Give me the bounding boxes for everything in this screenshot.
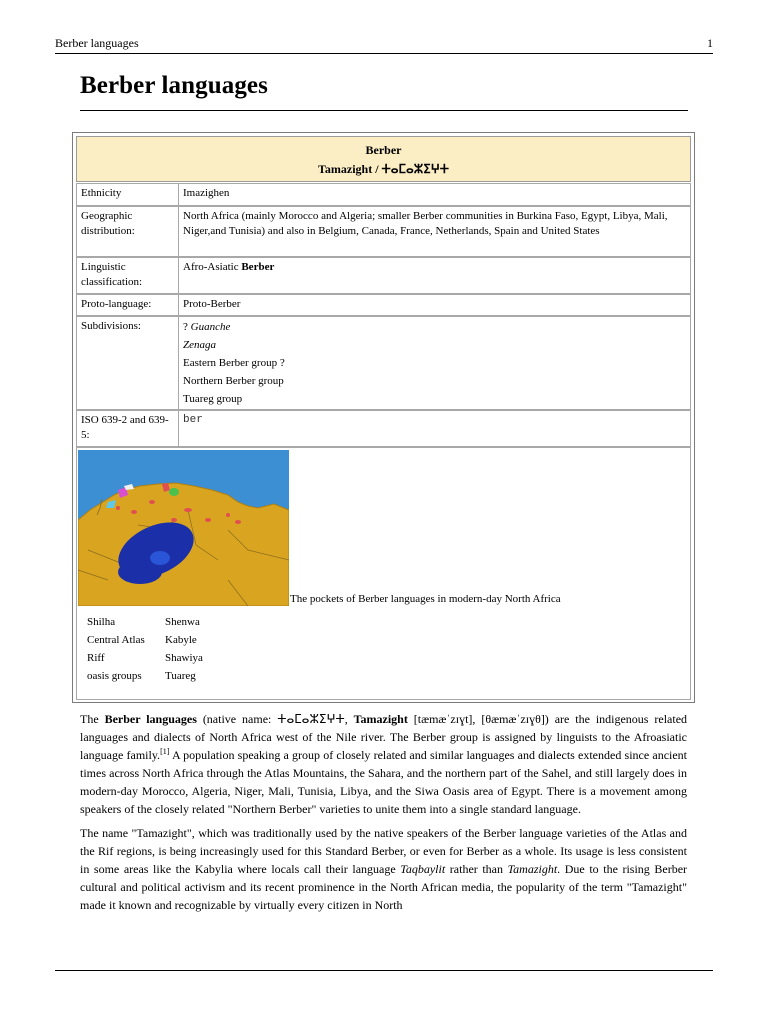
- row-label: Ethnicity: [77, 184, 179, 205]
- paragraph: The name "Tamazight", which was traditionally used by the native speakers of the Berber language varieties of the Atlas and the Rif regions, is being increasingly used for this Standard Berber, or even for Berber as a whole. Its usage is less consistent in some areas like the Kabylia where locals call their language Taqbaylit rather than Tamazight. Due to the rising Berber cultural and political activism and its recent prominence in the North African media, the popularity of the term "Tamazight" made it known and recognizable by virtually every citizen in North: [80, 826, 688, 912]
- running-head-title: Berber languages: [55, 36, 139, 50]
- classification-family: Afro-Asiatic: [183, 261, 239, 273]
- infobox-row-subdivisions: [76, 316, 691, 410]
- paragraph: The Berber languages (native name: ⵜⴰⵎⴰⵣⵉⵖⵜ, Tamazight [tæmæˈzɪɣt], [θæmæˈzɪɣθ]) are the indigenous related languages and dialects of North Africa west of the Nile river. The Berber group is assigned by linguists to the Afroasiatic language family.[1] A population speaking a group of closely related and similar languages and dialects extended since ancient times across North Africa through the Atlas Mountains, the Sahara, and the northern part of the Sahel, and still largely does in modern-day Morocco, Algeria, Niger, Mali, Tunisia, Libya, and the Siwa Oasis area of Egypt. There is a movement among speakers of the closely related "Northern Berber" varieties to unite them into a single standard language.: [80, 712, 688, 816]
- row-value: Proto-Berber: [183, 298, 241, 310]
- title-divider: [80, 110, 688, 111]
- term-taqbaylit: Taqbaylit: [400, 862, 446, 876]
- row-label: Linguistic classification:: [77, 258, 179, 293]
- row-value: [181, 317, 690, 409]
- subdivision-item[interactable]: ? Guanche: [183, 321, 231, 333]
- row-value: North Africa (mainly Morocco and Algeria; smaller Berber communities in Burkina Faso, Egypt, Libya, Mali, Niger,and Tunisia) and also in Belgium, Canada, France, Netherlands, Spain and United States: [183, 210, 668, 237]
- term-tamazight-italic: Tamazight: [507, 862, 558, 876]
- infobox-row-classification: [76, 257, 691, 294]
- iso-code[interactable]: ber: [183, 414, 203, 426]
- legend-item: Kabyle: [165, 634, 197, 646]
- term-berber-languages: Berber languages: [104, 712, 197, 726]
- legend-item: Tuareg: [165, 670, 196, 682]
- legend-item: Central Atlas: [87, 634, 145, 646]
- legend-item: Shenwa: [165, 616, 200, 628]
- legend-item: Riff: [87, 652, 105, 664]
- subdivision-item[interactable]: Eastern Berber group ?: [183, 357, 285, 369]
- reference-link[interactable]: [1]: [160, 747, 170, 756]
- native-script: ⵜⴰⵎⴰⵣⵉⵖⵜ,: [277, 712, 348, 726]
- running-head: [55, 35, 713, 54]
- subdivision-item[interactable]: Northern Berber group: [183, 375, 284, 387]
- legend-item: Shawiya: [165, 652, 203, 664]
- article-body: [80, 710, 687, 920]
- row-label: Subdivisions:: [77, 317, 179, 409]
- classification-branch-link[interactable]: Berber: [241, 261, 275, 273]
- map-caption: The pockets of Berber languages in modern-day North Africa: [290, 593, 561, 605]
- footer-divider: [55, 970, 713, 971]
- berber-languages-map[interactable]: [78, 450, 289, 606]
- legend-item: Shilha: [87, 616, 116, 628]
- row-value: [181, 258, 690, 293]
- term-tamazight: Tamazight: [353, 712, 408, 726]
- infobox-row-iso: [76, 410, 691, 447]
- row-label: Proto-language:: [77, 295, 179, 315]
- infobox-name: Berber: [365, 143, 402, 157]
- infobox-row-proto: [76, 294, 691, 316]
- row-label: ISO 639-2 and 639-5:: [77, 411, 179, 446]
- legend-item: oasis groups: [87, 670, 142, 682]
- infobox: [72, 132, 695, 703]
- page-title: Berber languages: [80, 72, 268, 99]
- infobox-header: [76, 136, 691, 182]
- infobox-row-geographic: [76, 206, 691, 257]
- infobox-map-row: [76, 447, 691, 700]
- infobox-native-name: Tamazight / ⵜⴰⵎⴰⵣⵉⵖⵜ: [317, 162, 449, 176]
- row-label: Geographic distribution:: [77, 207, 179, 256]
- infobox-row-ethnicity: [76, 183, 691, 206]
- page-number: 1: [707, 36, 713, 50]
- subdivision-item[interactable]: Zenaga: [183, 339, 216, 351]
- subdivision-item[interactable]: Tuareg group: [183, 393, 243, 405]
- row-value: Imazighen: [183, 187, 230, 199]
